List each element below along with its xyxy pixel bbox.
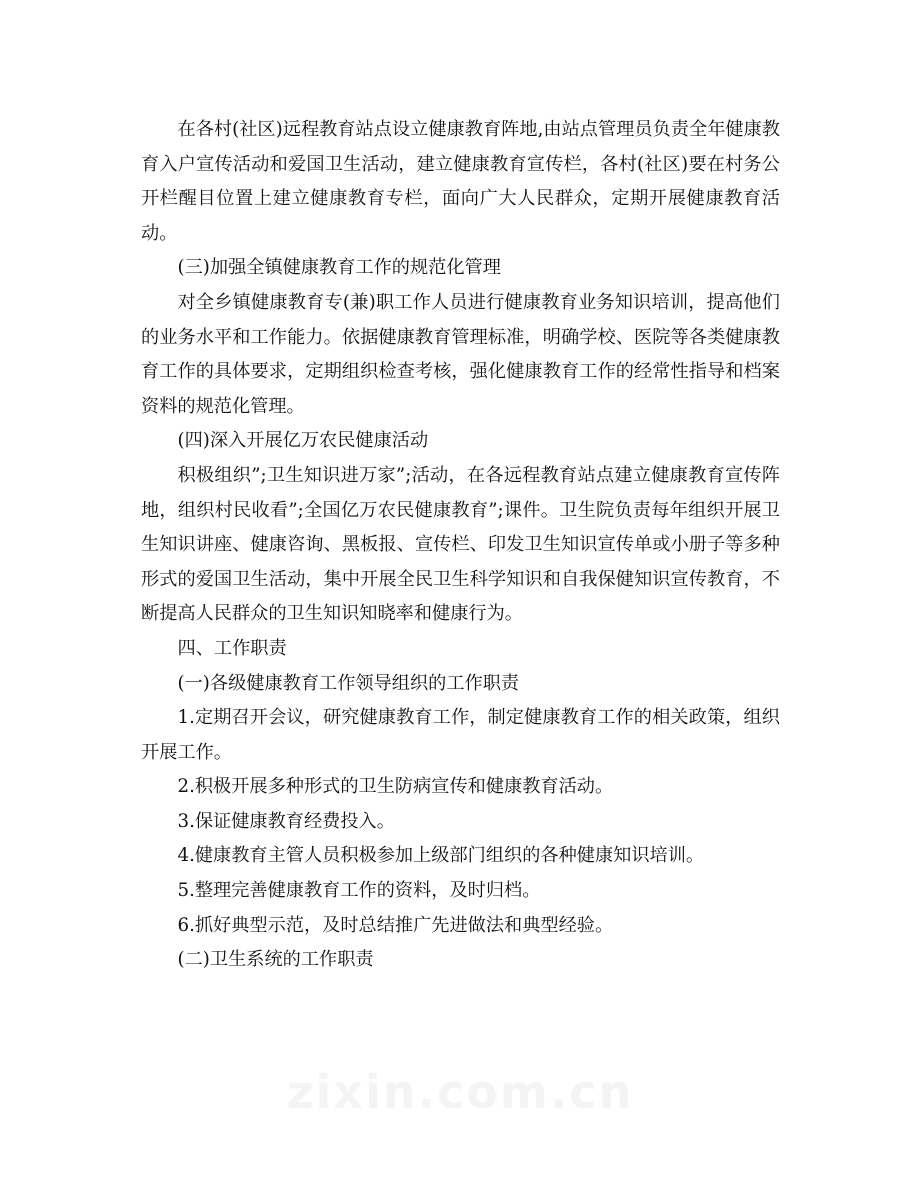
paragraph-staff-training: 对全乡镇健康教育专(兼)职工作人员进行健康教育业务知识培训，提高他们的业务水平和工作能力。依据健康教育管理标准，明确学校、医院等各类健康教育工作的具体要求，定期组织检查考核，强化健康教育工作的经常性指导和档案资料的规范化管理。 (141, 291, 780, 417)
list-item-3: 3.保证健康教育经费投入。 (177, 810, 395, 832)
paragraph-health-knowledge-campaign: 积极组织”;卫生知识进万家”;活动，在各远程教育站点建立健康教育宣传阵地，组织村民收看”;全国亿万农民健康教育”;课件。卫生院负责每年组织开展卫生知识讲座、健康咨询、黑板报、宣传栏、印发卫生知识宣传单或小册子等多种形式的爱国卫生活动，集中开展全民卫生科学知识和自我保健知识宣传教育，不断提高人民群众的卫生知识知晓率和健康行为。 (141, 464, 780, 625)
paragraph-remote-education-sites: 在各村(社区)远程教育站点设立健康教育阵地,由站点管理员负责全年健康教育入户宣传活动和爱国卫生活动，建立健康教育宣传栏，各村(社区)要在村务公开栏醒目位置上建立健康教育专栏，面向广大人民群众，定期开展健康教育活动。 (141, 119, 780, 244)
list-item-4: 4.健康教育主管人员积极参加上级部门组织的各种健康知识培训。 (177, 845, 705, 867)
list-item-5: 5.整理完善健康教育工作的资料，及时归档。 (177, 880, 541, 902)
heading-leadership-responsibilities: (一)各级健康教育工作领导组织的工作职责 (177, 672, 520, 694)
list-item-6: 6.抓好典型示范，及时总结推广先进做法和典型经验。 (177, 914, 614, 936)
watermark: zixin.com.cn (286, 1065, 634, 1119)
heading-health-system-responsibilities: (二)卫生系统的工作职责 (177, 949, 374, 971)
list-item-2: 2.积极开展多种形式的卫生防病宣传和健康教育活动。 (177, 776, 614, 798)
heading-work-responsibilities: 四、工作职责 (177, 637, 287, 659)
heading-farmers-health-activity: (四)深入开展亿万农民健康活动 (177, 430, 429, 452)
list-item-1: 1.定期召开会议，研究健康教育工作，制定健康教育工作的相关政策，组织开展工作。 (141, 707, 780, 763)
heading-standardized-management: (三)加强全镇健康教育工作的规范化管理 (177, 257, 501, 279)
